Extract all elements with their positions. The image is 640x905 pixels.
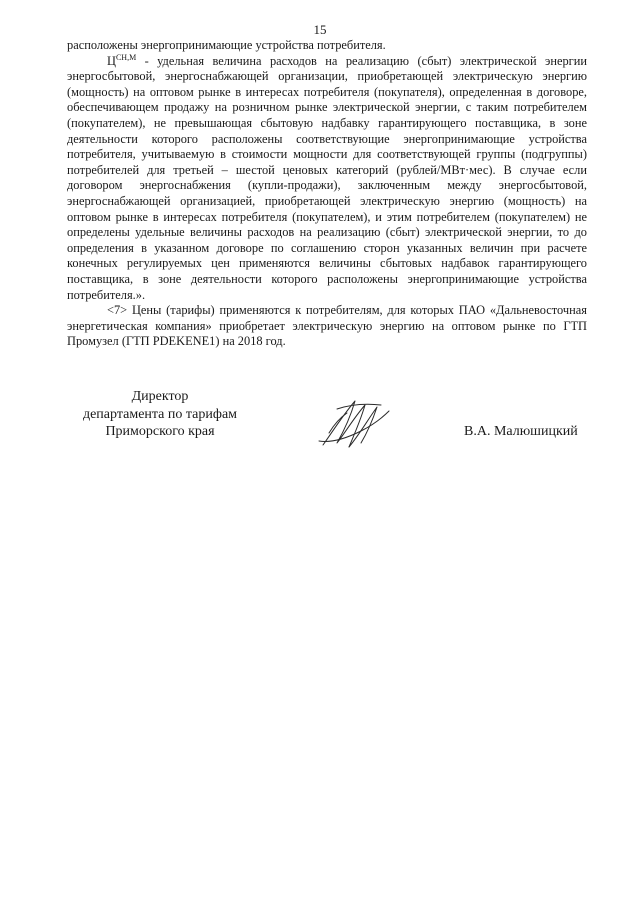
signatory-title-line-3: Приморского края: [105, 424, 215, 439]
paragraph-definition: [67, 54, 587, 304]
handwritten-signature-icon: [315, 393, 395, 453]
signatory-title-line-2: департамента по тарифам: [82, 406, 238, 422]
signature-stroke: [337, 404, 381, 409]
signature-stroke: [349, 407, 377, 447]
signatory-name: В.А. Малюшицкий: [464, 424, 578, 439]
signature-stroke: [319, 411, 389, 442]
paragraph-continuation: расположены энергопринимающие устройства потребителя.: [67, 38, 386, 52]
document-body: [67, 38, 587, 350]
signature-stroke: [323, 401, 365, 447]
formula-superscript: СН,М: [115, 52, 137, 62]
signatory-title: [60, 388, 260, 441]
formula-symbol: Ц: [107, 53, 116, 68]
definition-text: - удельная величина расходов на реализацию (сбыт) электрической энергии энергосбытовой, энергоснабжающей организации, приобретающей электрическую энергию (мощность) на оптовом рынке в интересах потребителя (покупателя), определенная в договоре, обеспечивающем продажу на розничном рынке электрической энергии, с таким потребителем (покупателем), не превышающая сбытовую надбавку гарантирующего поставщика, в зоне деятельности которого расположены соответствующие энергопринимающие устройства потребителя, учитываемую в стоимости мощности для соответствующей группы (подгруппы) потребителей для третьей – шестой ценовых категорий (рублей/МВт·мес). В случае если договором энергоснабжения (купли-продажи), заключенным между энергосбытовой, энергоснабжающей организацией, приобретающей электрическую энергию (мощность) на оптовом рынке в интересах потребителя (покупателем), и этим потребителем (покупателем) не определены удельные величины расходов на реализацию (сбыт) электрической энергии, то до определения в указанном договоре по соглашению сторон указанных величин при расчете конечных регулируемых цен применяются величины сбытовых надбавок гарантирующего поставщика, в зоне деятельности которого расположены энергопринимающие устройства потребителя.».: [67, 53, 587, 302]
signatory-title-line-1: Директор: [131, 389, 189, 404]
paragraph-footnote-7: <7> Цены (тарифы) применяются к потребителям, для которых ПАО «Дальневосточная энергетическая компания» приобретает электрическую энергию на оптовом рынке по ГТП Промузел (ГТП PDEKENE1) на 2018 год.: [67, 303, 587, 349]
page-number: 15: [313, 22, 327, 37]
